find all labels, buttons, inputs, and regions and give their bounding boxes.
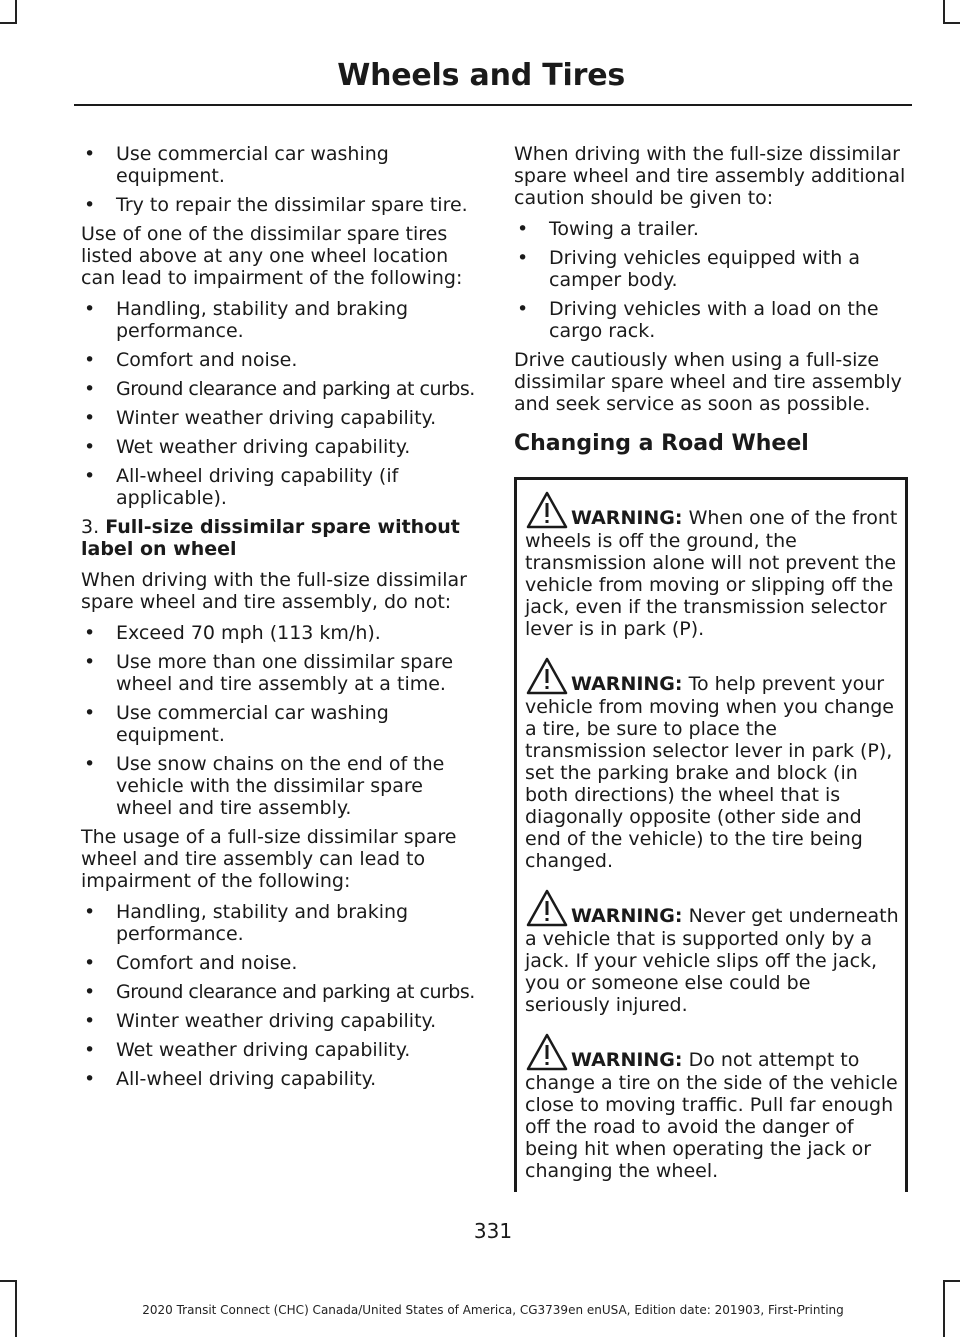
crop-mark-top-left-v xyxy=(15,0,17,22)
warning-box xyxy=(514,477,908,1192)
warning-label: WARNING: xyxy=(571,673,683,695)
list-item xyxy=(81,981,477,1003)
list-item-text: Try to repair the dissimilar spare tire. xyxy=(116,194,468,216)
list-item-text: Driving vehicles with a load on the cargo rack. xyxy=(549,298,879,342)
warning-triangle-icon xyxy=(525,490,569,530)
paragraph: When driving with the full-size dissimilar spare wheel and tire assembly additional caution should be given to: xyxy=(514,143,906,209)
list-item-text: Use commercial car washing equipment. xyxy=(116,702,389,746)
bullet-glyph: • xyxy=(84,143,96,165)
page-title: Wheels and Tires xyxy=(337,58,625,93)
warning-triangle-icon xyxy=(525,1032,569,1072)
bullet-glyph: • xyxy=(84,349,96,371)
list-item xyxy=(81,407,477,429)
bullet-glyph: • xyxy=(84,702,96,724)
bullet-glyph: • xyxy=(84,436,96,458)
warning-label: WARNING: xyxy=(571,507,683,529)
warning-block xyxy=(525,490,899,640)
warning-text: Never get underneath a vehicle that is supported only by a jack. If your vehicle slips off the jack, you or someone else could be seriously injured. xyxy=(525,905,899,1016)
list-item-text: Wet weather driving capability. xyxy=(116,1039,411,1061)
bullet-glyph: • xyxy=(84,622,96,644)
crop-mark-top-right-h xyxy=(943,22,960,24)
list-item-text: Ground clearance and parking at curbs. xyxy=(116,981,475,1003)
list-item xyxy=(81,952,477,974)
bullet-list xyxy=(514,218,906,342)
bullet-list xyxy=(81,901,477,1090)
list-item xyxy=(81,349,477,371)
warning-label: WARNING: xyxy=(571,905,683,927)
paragraph: Drive cautiously when using a full-size dissimilar spare wheel and tire assembly and seek service as soon as possible. xyxy=(514,349,902,415)
subheading-number: 3. xyxy=(81,516,100,538)
list-item xyxy=(81,622,477,644)
list-item-text: Use more than one dissimilar spare wheel and tire assembly at a time. xyxy=(116,651,454,695)
list-item-text: Driving vehicles equipped with a camper body. xyxy=(549,247,860,291)
bullet-glyph: • xyxy=(517,218,529,240)
warning-text: To help prevent your vehicle from moving when you change a tire, be sure to place the transmission selector lever in park (P), set the parking brake and block (in both directions) the wheel that is diagonally opposite (other side and end of the vehicle) to the tire being changed. xyxy=(525,673,894,872)
list-item-text: All-wheel driving capability (if applicable). xyxy=(116,465,399,509)
section-heading: Changing a Road Wheel xyxy=(514,431,809,456)
warning-triangle-icon xyxy=(525,656,569,696)
warning-block xyxy=(525,1032,899,1182)
bullet-glyph: • xyxy=(84,651,96,673)
crop-mark-top-left-h xyxy=(0,22,17,24)
list-item xyxy=(81,702,477,746)
bullet-glyph: • xyxy=(84,1068,96,1090)
list-item-text: Handling, stability and braking performance. xyxy=(116,901,409,945)
bullet-glyph: • xyxy=(84,298,96,320)
list-item-text: Handling, stability and braking performance. xyxy=(116,298,409,342)
right-column xyxy=(514,143,906,1192)
bullet-list xyxy=(81,622,477,819)
list-item xyxy=(81,436,477,458)
list-item xyxy=(81,194,477,216)
list-item xyxy=(81,901,477,945)
list-item xyxy=(81,1010,477,1032)
list-item xyxy=(81,143,477,187)
paragraph: Use of one of the dissimilar spare tires listed above at any one wheel location can lead to impairment of the following: xyxy=(81,223,463,289)
crop-mark-bottom-right-h xyxy=(943,1280,960,1282)
bullet-glyph: • xyxy=(84,1010,96,1032)
warning-text: When one of the front wheels is off the ground, the transmission alone will not prevent the vehicle from moving or slipping off the jack, even if the transmission selector lever is in park (P). xyxy=(525,507,898,640)
list-item xyxy=(514,218,906,240)
bullet-glyph: • xyxy=(517,298,529,320)
warning-triangle-icon xyxy=(525,888,569,928)
list-item xyxy=(81,1068,477,1090)
list-item-text: Use commercial car washing equipment. xyxy=(116,143,389,187)
warning-label: WARNING: xyxy=(571,1049,683,1071)
warning-block xyxy=(525,656,899,872)
footer-text: 2020 Transit Connect (CHC) Canada/United States of America, CG3739en enUSA, Edition date: 201903, First-Printing xyxy=(142,1303,844,1317)
page-number: 331 xyxy=(473,1219,513,1243)
bullet-glyph: • xyxy=(517,247,529,269)
bullet-glyph: • xyxy=(84,465,96,487)
list-item xyxy=(514,298,906,342)
list-item-text: All-wheel driving capability. xyxy=(116,1068,377,1090)
bullet-list xyxy=(81,298,477,509)
bullet-glyph: • xyxy=(84,981,96,1003)
list-item-text: Towing a trailer. xyxy=(549,218,699,240)
list-item xyxy=(81,651,477,695)
bullet-list xyxy=(81,143,477,216)
list-item-text: Comfort and noise. xyxy=(116,952,298,974)
subheading-text: Full-size dissimilar spare without label on wheel xyxy=(81,516,460,560)
list-item-text: Comfort and noise. xyxy=(116,349,298,371)
list-item-text: Winter weather driving capability. xyxy=(116,1010,437,1032)
bullet-glyph: • xyxy=(84,753,96,775)
list-item xyxy=(81,298,477,342)
crop-mark-top-right-v xyxy=(943,0,945,22)
bullet-glyph: • xyxy=(84,952,96,974)
paragraph: When driving with the full-size dissimilar spare wheel and tire assembly, do not: xyxy=(81,569,467,613)
bullet-glyph: • xyxy=(84,1039,96,1061)
warning-text: Do not attempt to change a tire on the side of the vehicle close to moving traffic. Pull far enough off the road to avoid the danger of being hit when operating the jack or changing the wheel. xyxy=(525,1049,898,1182)
list-item-text: Ground clearance and parking at curbs. xyxy=(116,378,475,400)
left-column xyxy=(81,143,477,1097)
list-item xyxy=(81,753,477,819)
list-item xyxy=(514,247,906,291)
list-item-text: Winter weather driving capability. xyxy=(116,407,437,429)
paragraph: The usage of a full-size dissimilar spare wheel and tire assembly can lead to impairment of the following: xyxy=(81,826,457,892)
list-item xyxy=(81,1039,477,1061)
crop-mark-bottom-left-h xyxy=(0,1280,17,1282)
bullet-glyph: • xyxy=(84,901,96,923)
header-rule xyxy=(74,104,912,106)
bullet-glyph: • xyxy=(84,378,96,400)
bullet-glyph: • xyxy=(84,407,96,429)
list-item xyxy=(81,378,477,400)
list-item xyxy=(81,465,477,509)
warning-block xyxy=(525,888,899,1016)
list-item-text: Wet weather driving capability. xyxy=(116,436,411,458)
list-item-text: Use snow chains on the end of the vehicle with the dissimilar spare wheel and tire assembly. xyxy=(116,753,445,819)
subheading xyxy=(81,516,477,560)
bullet-glyph: • xyxy=(84,194,96,216)
list-item-text: Exceed 70 mph (113 km/h). xyxy=(116,622,381,644)
